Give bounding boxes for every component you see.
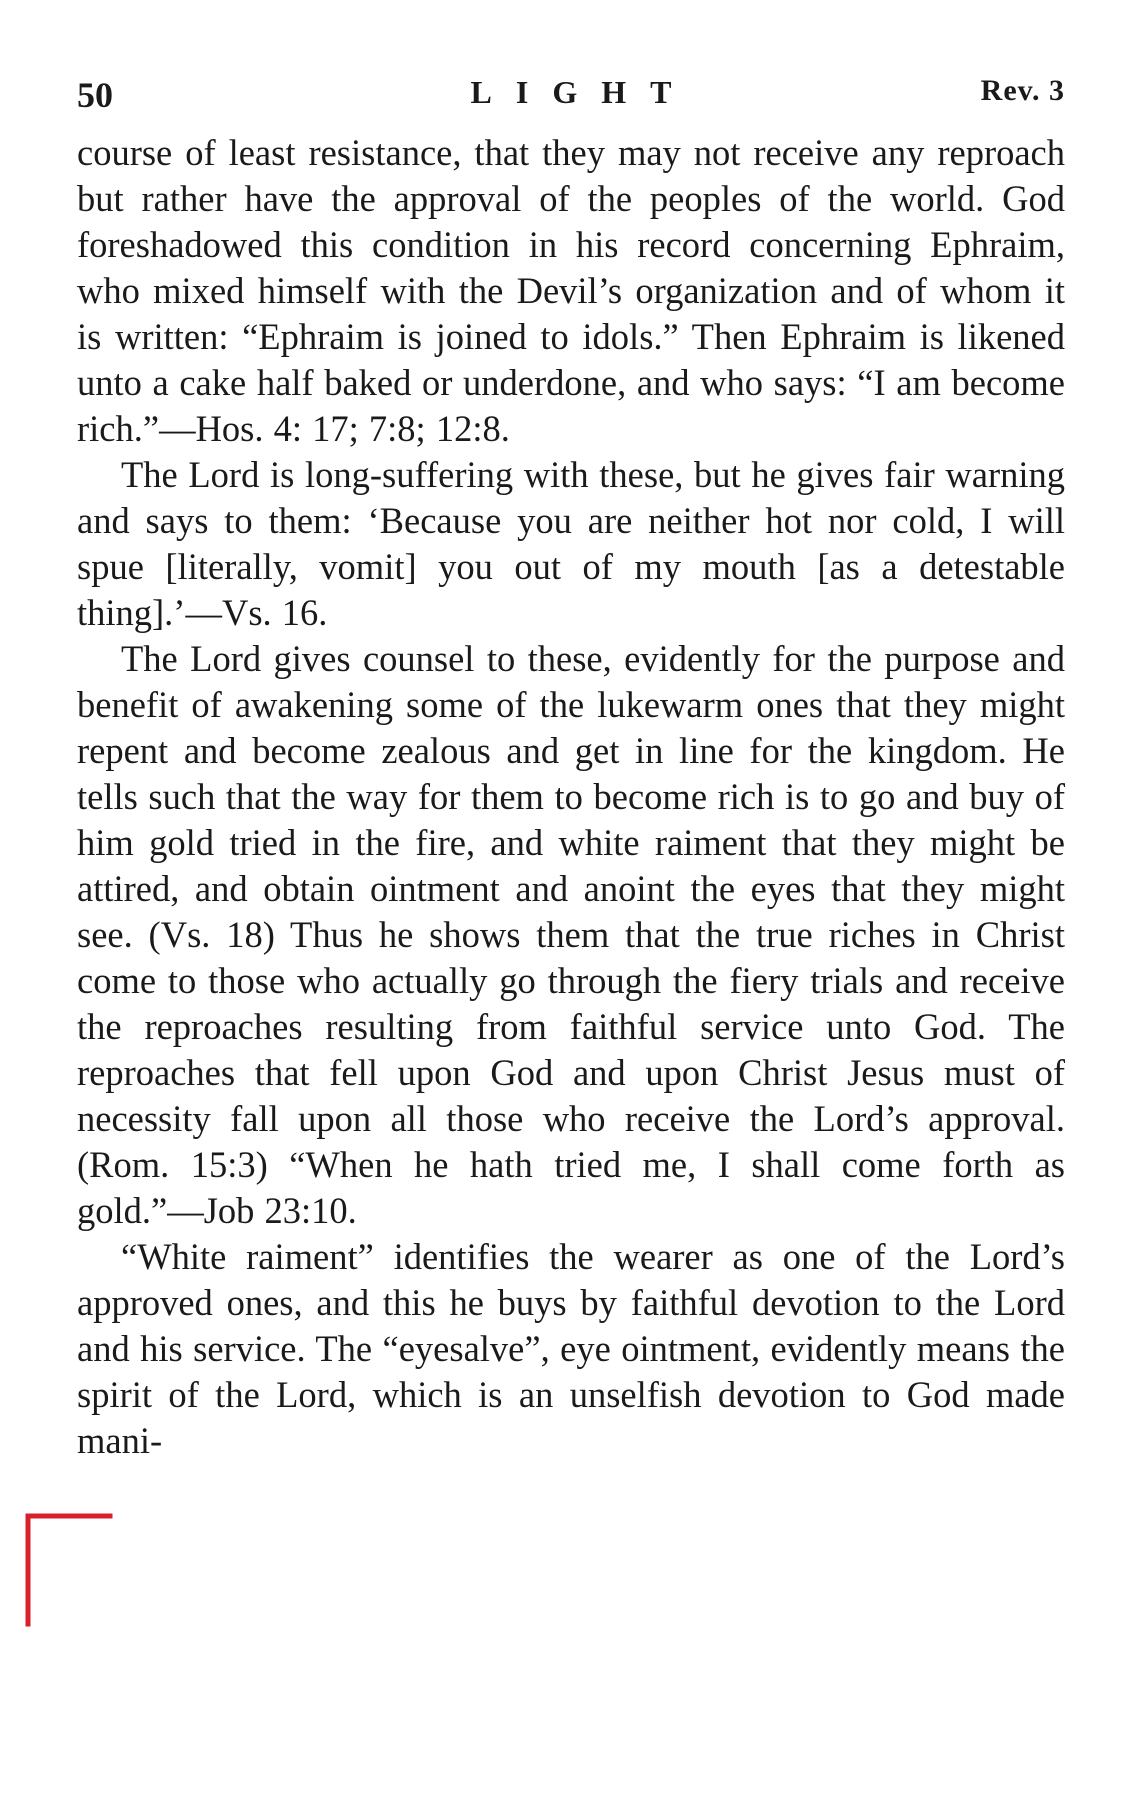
chapter-reference: Rev. 3 — [980, 74, 1065, 107]
body-text — [77, 130, 1065, 1464]
red-margin-bracket — [24, 1512, 114, 1628]
book-page — [77, 60, 1065, 1464]
running-head — [77, 60, 1065, 116]
paragraph-counsel: The Lord gives counsel to these, evidently for the purpose and benefit of awakening some of the lukewarm ones that they might repent and become zealous and get in line for the kingdom. He tells such that the way for them to become rich is to go and buy of him gold tried in the fire, and white raiment that they might be attired, and obtain ointment and anoint the eyes that they might see. (Vs. 18) Thus he shows them that the true riches in Christ come to those who actually go through the fiery trials and receive the reproaches resulting from faithful service unto God. The reproaches that fell upon God and upon Christ Jesus must of necessity fall upon all those who receive the Lord’s approval. (Rom. 15:3) “When he hath tried me, I shall come forth as gold.”—Job 23:10. — [77, 638, 1065, 1231]
running-title: LIGHT — [470, 74, 696, 110]
page-number: 50 — [77, 75, 113, 115]
paragraph-continuation: course of least resistance, that they may not receive any reproach but rather have the approval of the peoples of the world. God foreshadowed this condition in his record concerning Ephraim, who mixed himself with the Devil’s organization and of whom it is written: “Ephraim is joined to idols.” Then Ephraim is likened unto a cake half baked or underdone, and who says: “I am become rich.”—Hos. 4: 17; 7:8; 12:8. — [77, 132, 1065, 449]
paragraph-white-raiment: “White raiment” identifies the wearer as one of the Lord’s approved ones, and this he buys by faithful devotion to the Lord and his service. The “eyesalve”, eye ointment, evidently means the spirit of the Lord, which is an unselfish devotion to God made mani- — [77, 1236, 1065, 1461]
paragraph-fair-warning: The Lord is long-suffering with these, but he gives fair warning and says to them: ‘Because you are neither hot nor cold, I will spue [literally, vomit] you out of my mouth [as a detestable thing].’—Vs. 16. — [77, 454, 1065, 633]
